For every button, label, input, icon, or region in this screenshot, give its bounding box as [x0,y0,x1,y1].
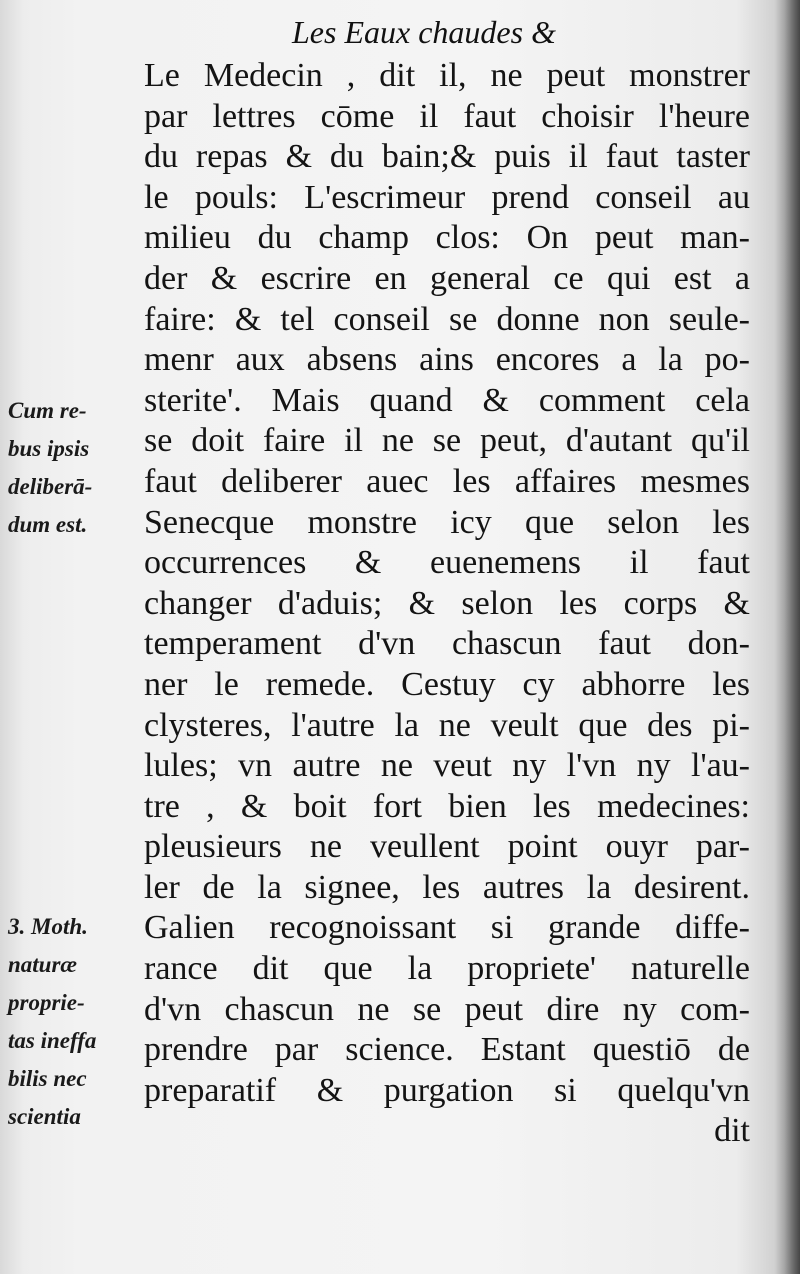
text-line: du repas & du bain;& puis il faut taster [144,138,750,176]
text-line: faire: & tel conseil se donne non seule- [144,300,750,338]
running-title: Les Eaux chaudes & [292,14,556,50]
text-line: sterite'. Mais quand & comment cela [144,381,750,419]
margin-note-line: proprie- [8,990,85,1015]
page-spine-shadow [774,0,800,1274]
text-line: ler de la signee, les autres la desirent. [144,868,750,906]
text-line: lules; vn autre ne veut ny l'vn ny l'au- [144,747,750,785]
catchword: dit [714,1112,750,1150]
margin-note-line: naturæ [8,952,78,977]
margin-note-line: 3. Moth. [8,914,88,939]
text-line: faut deliberer auec les affaires mesmes [144,462,750,500]
text-line: par lettres cōme il faut choisir l'heure [144,97,750,135]
margin-note-line: deliberā- [8,474,93,499]
margin-note-line: dum est. [8,512,88,537]
text-line: milieu du champ clos: On peut man- [144,219,750,257]
text-line: ner le remede. Cestuy cy abhorre les [144,665,750,703]
text-line: d'vn chascun ne se peut dire ny com- [144,990,750,1028]
text-line: temperament d'vn chascun faut don- [144,625,750,663]
margin-note-line: bus ipsis [8,436,90,461]
margin-note-nature [8,908,136,1136]
margin-note-line: Cum re- [8,398,87,423]
margin-note-line: bilis nec [8,1066,87,1091]
main-text-block [144,56,750,1152]
margin-note-line: scientia [8,1104,81,1129]
text-line: tre , & boit fort bien les medecines: [144,787,750,825]
text-line: der & escrire en general ce qui est a [144,259,750,297]
text-line: occurrences & euenemens il faut [144,544,750,582]
text-line: le pouls: L'escrimeur prend conseil au [144,178,750,216]
text-line: Galien recognoissant si grande diffe- [144,909,750,947]
margin-note-deliberation [8,392,136,544]
text-line: prendre par science. Estant questiō de [144,1031,750,1069]
text-line: rance dit que la propriete' naturelle [144,950,750,988]
text-line: clysteres, l'autre la ne veult que des pi- [144,706,750,744]
text-line: Senecque monstre icy que selon les [144,503,750,541]
text-line: pleusieurs ne veullent point ouyr par- [144,828,750,866]
text-line: Le Medecin , dit il, ne peut monstrer [144,57,750,94]
text-line: changer d'aduis; & selon les corps & [144,584,750,622]
text-line: preparatif & purgation si quelqu'vn [144,1071,750,1109]
text-line: se doit faire il ne se peut, d'autant qu'il [144,422,750,460]
text-line: menr aux absens ains encores a la po- [144,341,750,379]
margin-note-line: tas ineffa [8,1028,97,1053]
